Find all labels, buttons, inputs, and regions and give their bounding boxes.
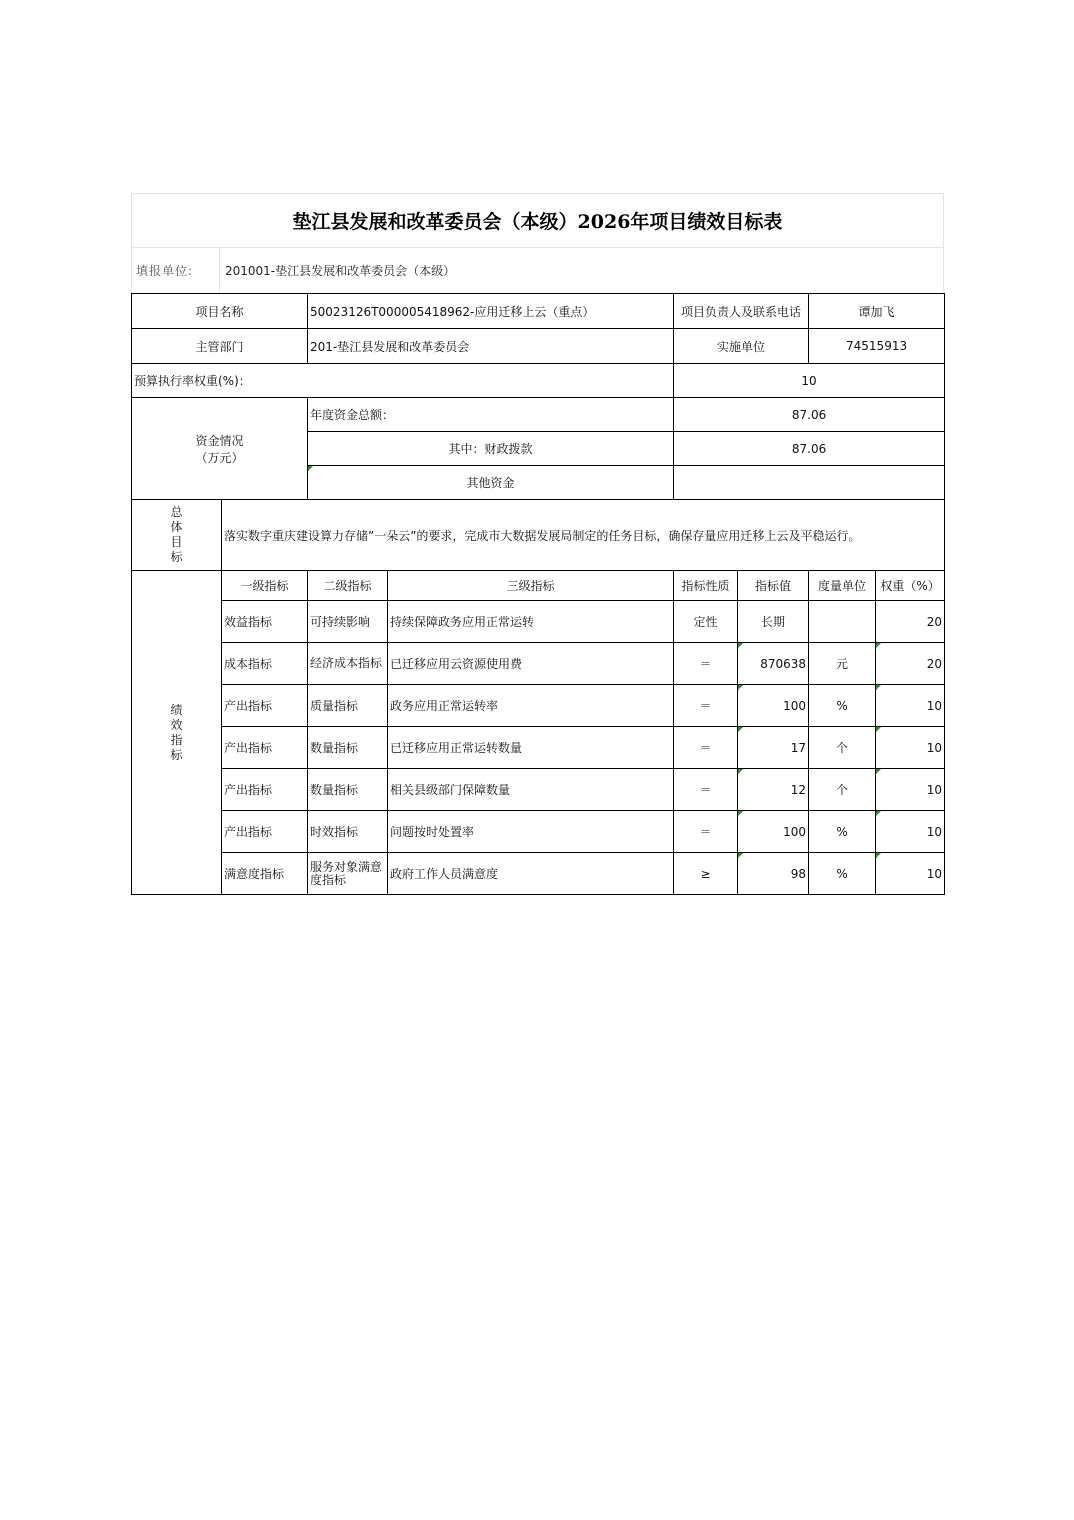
cell-unit: %	[809, 853, 876, 895]
table-row	[132, 853, 945, 895]
budget-row	[132, 364, 945, 398]
cell-l1: 成本指标	[222, 643, 308, 685]
cell-weight: 20	[876, 643, 945, 685]
header-l1: 一级指标	[222, 571, 308, 601]
indicators-label	[132, 571, 222, 895]
cell-unit: 个	[809, 727, 876, 769]
cell-l1: 产出指标	[222, 685, 308, 727]
cell-unit	[809, 601, 876, 643]
cell-nature: 定性	[674, 601, 738, 643]
header-nature: 指标性质	[674, 571, 738, 601]
table-row	[132, 685, 945, 727]
cell-value: 长期	[738, 601, 809, 643]
cell-l3: 相关县级部门保障数量	[388, 769, 674, 811]
cell-nature: ＝	[674, 811, 738, 853]
overall-row	[132, 500, 945, 571]
budget-label: 预算执行率权重(%)：	[132, 364, 674, 398]
impl-label: 实施单位	[674, 329, 809, 364]
overall-label-char: 标	[170, 550, 183, 564]
table-row	[132, 601, 945, 643]
funds-other-label: 其他资金	[308, 466, 674, 500]
cell-l1: 满意度指标	[222, 853, 308, 895]
budget-value: 10	[674, 364, 945, 398]
cell-value: 17	[738, 727, 809, 769]
cell-nature: ＝	[674, 769, 738, 811]
funds-label-line1: 资金情况	[195, 433, 244, 448]
cell-l1: 产出指标	[222, 769, 308, 811]
cell-value: 870638	[738, 643, 809, 685]
cell-value: 98	[738, 853, 809, 895]
header-l3: 三级指标	[388, 571, 674, 601]
funds-label	[132, 398, 308, 500]
indicators-label-char: 标	[170, 747, 183, 762]
title-row	[131, 193, 944, 247]
impl-value: 74515913	[809, 329, 945, 364]
cell-l2: 数量指标	[308, 769, 388, 811]
dept-label: 主管部门	[132, 329, 308, 364]
cell-l2: 时效指标	[308, 811, 388, 853]
indicators-label-char: 效	[170, 717, 183, 732]
table-row	[132, 727, 945, 769]
overall-label-char: 体	[170, 520, 183, 534]
cell-nature: ＝	[674, 685, 738, 727]
overall-label	[132, 500, 222, 571]
unit-row	[131, 247, 944, 293]
cell-unit: 个	[809, 769, 876, 811]
cell-l2: 数量指标	[308, 727, 388, 769]
owner-label: 项目负责人及联系电话	[674, 294, 809, 329]
project-name-row	[132, 294, 945, 329]
cell-l1: 效益指标	[222, 601, 308, 643]
unit-value: 201001-垫江县发展和改革委员会（本级）	[225, 264, 456, 278]
unit-label: 填报单位:	[132, 248, 220, 293]
cell-value: 100	[738, 685, 809, 727]
cell-l2: 服务对象满意度指标	[308, 853, 388, 895]
funds-other-value	[674, 466, 945, 500]
cell-l3: 问题按时处置率	[388, 811, 674, 853]
cell-weight: 10	[876, 685, 945, 727]
cell-weight: 10	[876, 727, 945, 769]
funds-total-row	[132, 398, 945, 432]
funds-total-value: 87.06	[674, 398, 945, 432]
cell-l1: 产出指标	[222, 727, 308, 769]
cell-nature: ＝	[674, 727, 738, 769]
cell-weight: 20	[876, 601, 945, 643]
overall-text: 落实数字重庆建设算力存储”一朵云”的要求，完成市大数据发展局制定的任务目标，确保存量应用迁移上云及平稳运行。	[222, 500, 945, 571]
cell-l3: 持续保障政务应用正常运转	[388, 601, 674, 643]
performance-sheet	[131, 193, 944, 895]
cell-l2: 质量指标	[308, 685, 388, 727]
cell-unit: 元	[809, 643, 876, 685]
header-unit: 度量单位	[809, 571, 876, 601]
page-title: 垫江县发展和改革委员会（本级）2026年项目绩效目标表	[292, 211, 783, 233]
cell-l2: 经济成本指标	[308, 643, 388, 685]
funds-fiscal-label: 其中：财政拨款	[308, 432, 674, 466]
owner-value: 谭加飞	[809, 294, 945, 329]
header-l2: 二级指标	[308, 571, 388, 601]
cell-l2: 可持续影响	[308, 601, 388, 643]
dept-row	[132, 329, 945, 364]
funds-fiscal-value: 87.06	[674, 432, 945, 466]
indicators-label-char: 绩	[170, 702, 183, 717]
table-row	[132, 769, 945, 811]
cell-nature: ≥	[674, 853, 738, 895]
cell-weight: 10	[876, 853, 945, 895]
cell-nature: ＝	[674, 643, 738, 685]
header-weight: 权重（%）	[876, 571, 945, 601]
cell-unit: %	[809, 685, 876, 727]
cell-value: 12	[738, 769, 809, 811]
dept-value: 201-垫江县发展和改革委员会	[308, 329, 674, 364]
funds-total-label: 年度资金总额：	[308, 398, 674, 432]
overall-label-char: 总	[170, 505, 183, 519]
table-row	[132, 811, 945, 853]
cell-weight: 10	[876, 769, 945, 811]
cell-l3: 已迁移应用正常运转数量	[388, 727, 674, 769]
cell-l3: 已迁移应用云资源使用费	[388, 643, 674, 685]
cell-l3: 政务应用正常运转率	[388, 685, 674, 727]
target-table	[131, 293, 945, 895]
indicator-header-row	[132, 571, 945, 601]
overall-label-char: 目	[170, 535, 183, 549]
cell-l1: 产出指标	[222, 811, 308, 853]
table-row	[132, 643, 945, 685]
funds-label-line2: （万元）	[195, 450, 244, 465]
cell-weight: 10	[876, 811, 945, 853]
project-name-label: 项目名称	[132, 294, 308, 329]
cell-unit: %	[809, 811, 876, 853]
cell-l3: 政府工作人员满意度	[388, 853, 674, 895]
cell-value: 100	[738, 811, 809, 853]
header-value: 指标值	[738, 571, 809, 601]
indicators-label-char: 指	[170, 732, 183, 747]
project-name-value: 50023126T000005418962-应用迁移上云（重点）	[308, 294, 674, 329]
